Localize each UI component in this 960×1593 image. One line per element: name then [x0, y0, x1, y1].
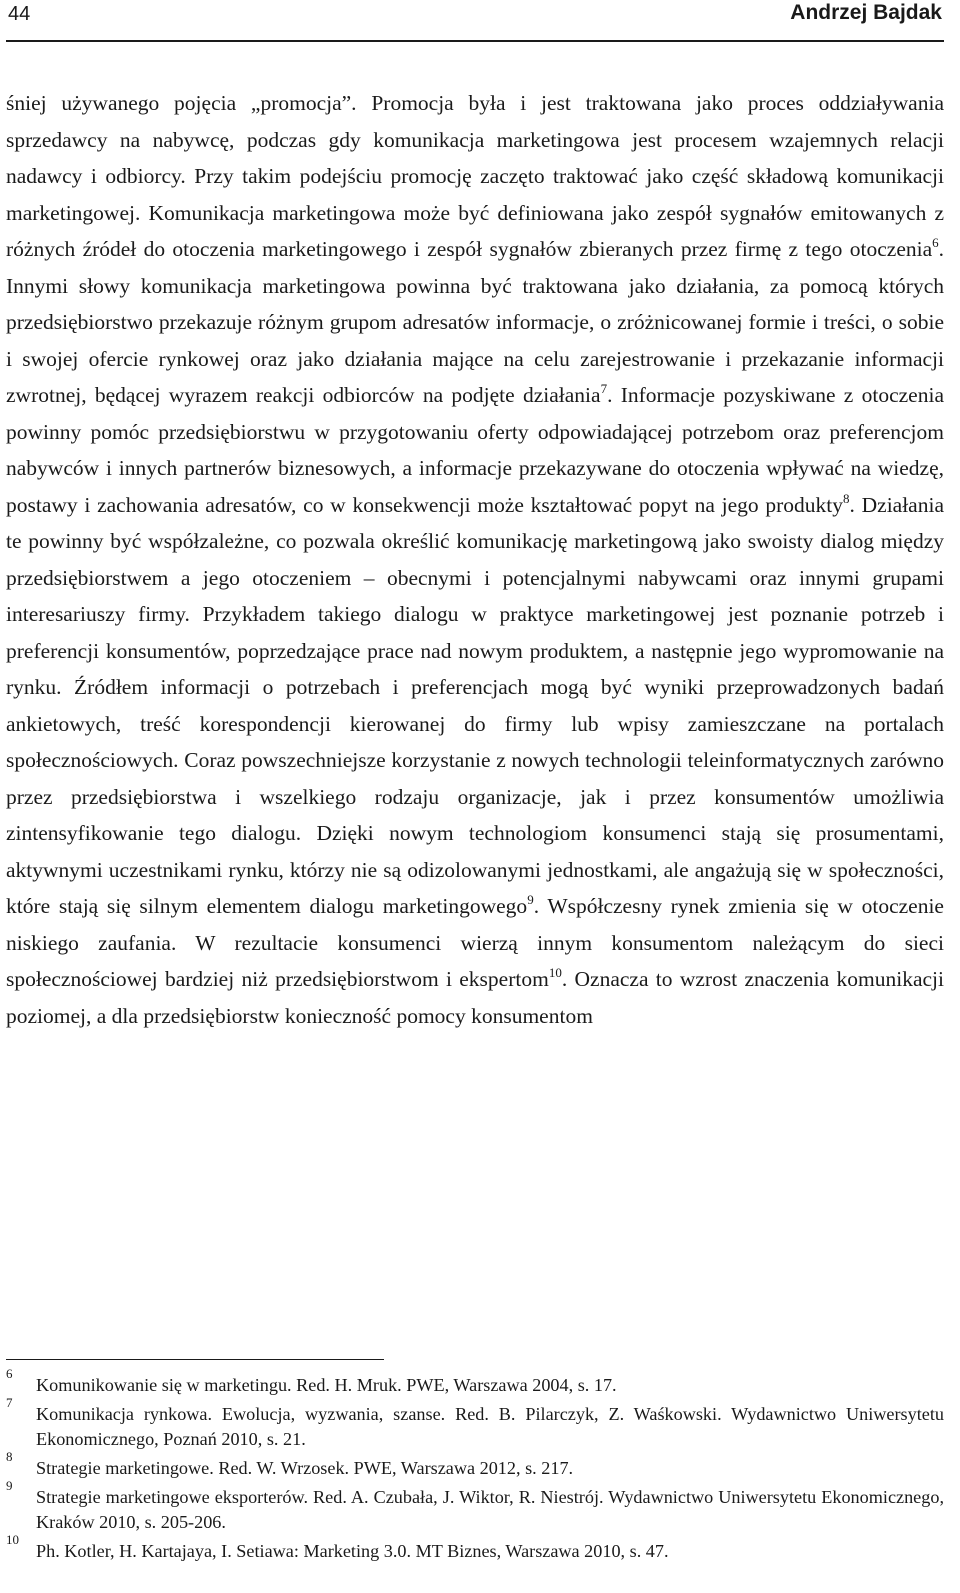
- page-number: 44: [8, 3, 31, 25]
- footnote-number: 7: [6, 1395, 13, 1410]
- footnote-item: [6, 1478, 944, 1535]
- footnote-number: 8: [6, 1449, 13, 1464]
- body-paragraph: [6, 85, 944, 1034]
- footnote-ref: 10: [548, 965, 562, 980]
- footnote-ref: 6: [932, 235, 939, 250]
- footnote-text: Strategie marketingowe. Red. W. Wrzosek. PWE, Warszawa 2012, s. 217.: [36, 1458, 574, 1478]
- footnote-ref: 7: [600, 381, 608, 396]
- footnote-item: [6, 1366, 944, 1398]
- text-segment: . Informacje pozyskiwane z otoczenia powinny pomóc przedsiębiorstwu w przygotowaniu oferty odpowiadającej potrzebom oraz preferencjom nabywców i innych partnerów biznesowych, a informacje przekazywane do otoczenia wpływać na wiedzę, postawy i zachowania adresatów, co w konsekwencji może kształtować popyt na jego produkty: [6, 383, 944, 517]
- footnote-text: Ph. Kotler, H. Kartajaya, I. Setiawa: Marketing 3.0. MT Biznes, Warszawa 2010, s. 47.: [36, 1541, 669, 1561]
- footnote-ref: 9: [527, 892, 534, 907]
- footnote-item: [6, 1449, 944, 1481]
- text-segment: . Oznacza to wzrost znaczenia komunikacji poziomej, a dla przedsiębiorstw konieczność pomocy konsumentom: [6, 967, 944, 1028]
- page-header: [6, 0, 944, 42]
- footnote-item: [6, 1532, 944, 1564]
- body-text: [6, 85, 944, 1034]
- text-segment: . Współczesny rynek zmienia się w otoczenie niskiego zaufania. W rezultacie konsumenci wierzą innym konsumentom należącym do sieci społecznościowej bardziej niż przedsiębiorstwom i ekspertom: [6, 894, 944, 991]
- footnote-number: 6: [6, 1366, 13, 1381]
- footnote-text: Komunikacja rynkowa. Ewolucja, wyzwania, szanse. Red. B. Pilarczyk, Z. Waśkowski. Wydawnictwo Uniwersytetu Ekonomicznego, Poznań 2010, s. 21.: [36, 1404, 944, 1449]
- footnote-item: [6, 1395, 944, 1452]
- footnote-text: Komunikowanie się w marketingu. Red. H. Mruk. PWE, Warszawa 2004, s. 17.: [36, 1375, 617, 1395]
- text-segment: . Innymi słowy komunikacja marketingowa powinna być traktowana jako działania, za pomocą których przedsiębiorstwo przekazuje różnym grupom adresatów informacje, o zróżnicowanej formie i treści, o sobie i swojej ofercie rynkowej oraz jako działania mające na celu zarejestrowanie i przekazanie informacji zwrotnej, będącej wyrazem reakcji odbiorców na podjęte działania: [6, 237, 944, 407]
- running-head-author: Andrzej Bajdak: [790, 1, 942, 24]
- text-segment: śniej używanego pojęcia „promocja”. Promocja była i jest traktowana jako proces oddziaływania sprzedawcy na nabywcę, podczas gdy komunikacja marketingowa jest procesem wzajemnych relacji nadawcy i odbiorcy. Przy takim podejściu promocję zaczęto traktować jako część składową komunikacji marketingowej. Komunikacja marketingowa może być definiowana jako zespół sygnałów emitowanych z różnych źródeł do otoczenia marketingowego i zespół sygnałów zbieranych przez firmę z tego otoczenia: [6, 91, 944, 261]
- footnote-ref: 8: [843, 490, 850, 506]
- footnote-number: 9: [6, 1478, 13, 1493]
- text-segment: . Działania te powinny być współzależne, co pozwala określić komunikację marketingową jako swoisty dialog między przedsiębiorstwem a jego otoczeniem – obecnymi i potencjalnymi nabywcami oraz innymi grupami interesariuszy firmy. Przykładem takiego dialogu w praktyce marketingowej jest poznanie potrzeb i preferencji konsumentów, poprzedzające prace nad nowym produktem, a następnie jego wypromowanie na rynku. Źródłem informacji o potrzebach i preferencjach mogą być wyniki przeprowadzonych badań ankietowych, treść korespondencji kierowanej do firmy lub wpisy zamieszczane na portalach społecznościowych. Coraz powszechniejsze korzystanie z nowych technologii teleinformatycznych zarówno przez przedsiębiorstwa i wszelkiego rodzaju organizacje, jak i przez konsumentów umożliwia zintensyfikowanie tego dialogu. Dzięki nowym technologiom konsumenci stają się prosumentami, aktywnymi uczestnikami rynku, którzy nie są odizolowanymi jednostkami, ale angażują się w społeczności, które stają się silnym elementem dialogu marketingowego: [6, 492, 944, 918]
- footnotes: [6, 1366, 944, 1568]
- footnote-text: Strategie marketingowe eksporterów. Red. A. Czubała, J. Wiktor, R. Niestrój. Wydawnictwo Uniwersytetu Ekonomicznego, Kraków 2010, s. 205-206.: [36, 1487, 944, 1532]
- footnote-separator: [6, 1359, 384, 1360]
- footnote-number: 10: [6, 1532, 19, 1547]
